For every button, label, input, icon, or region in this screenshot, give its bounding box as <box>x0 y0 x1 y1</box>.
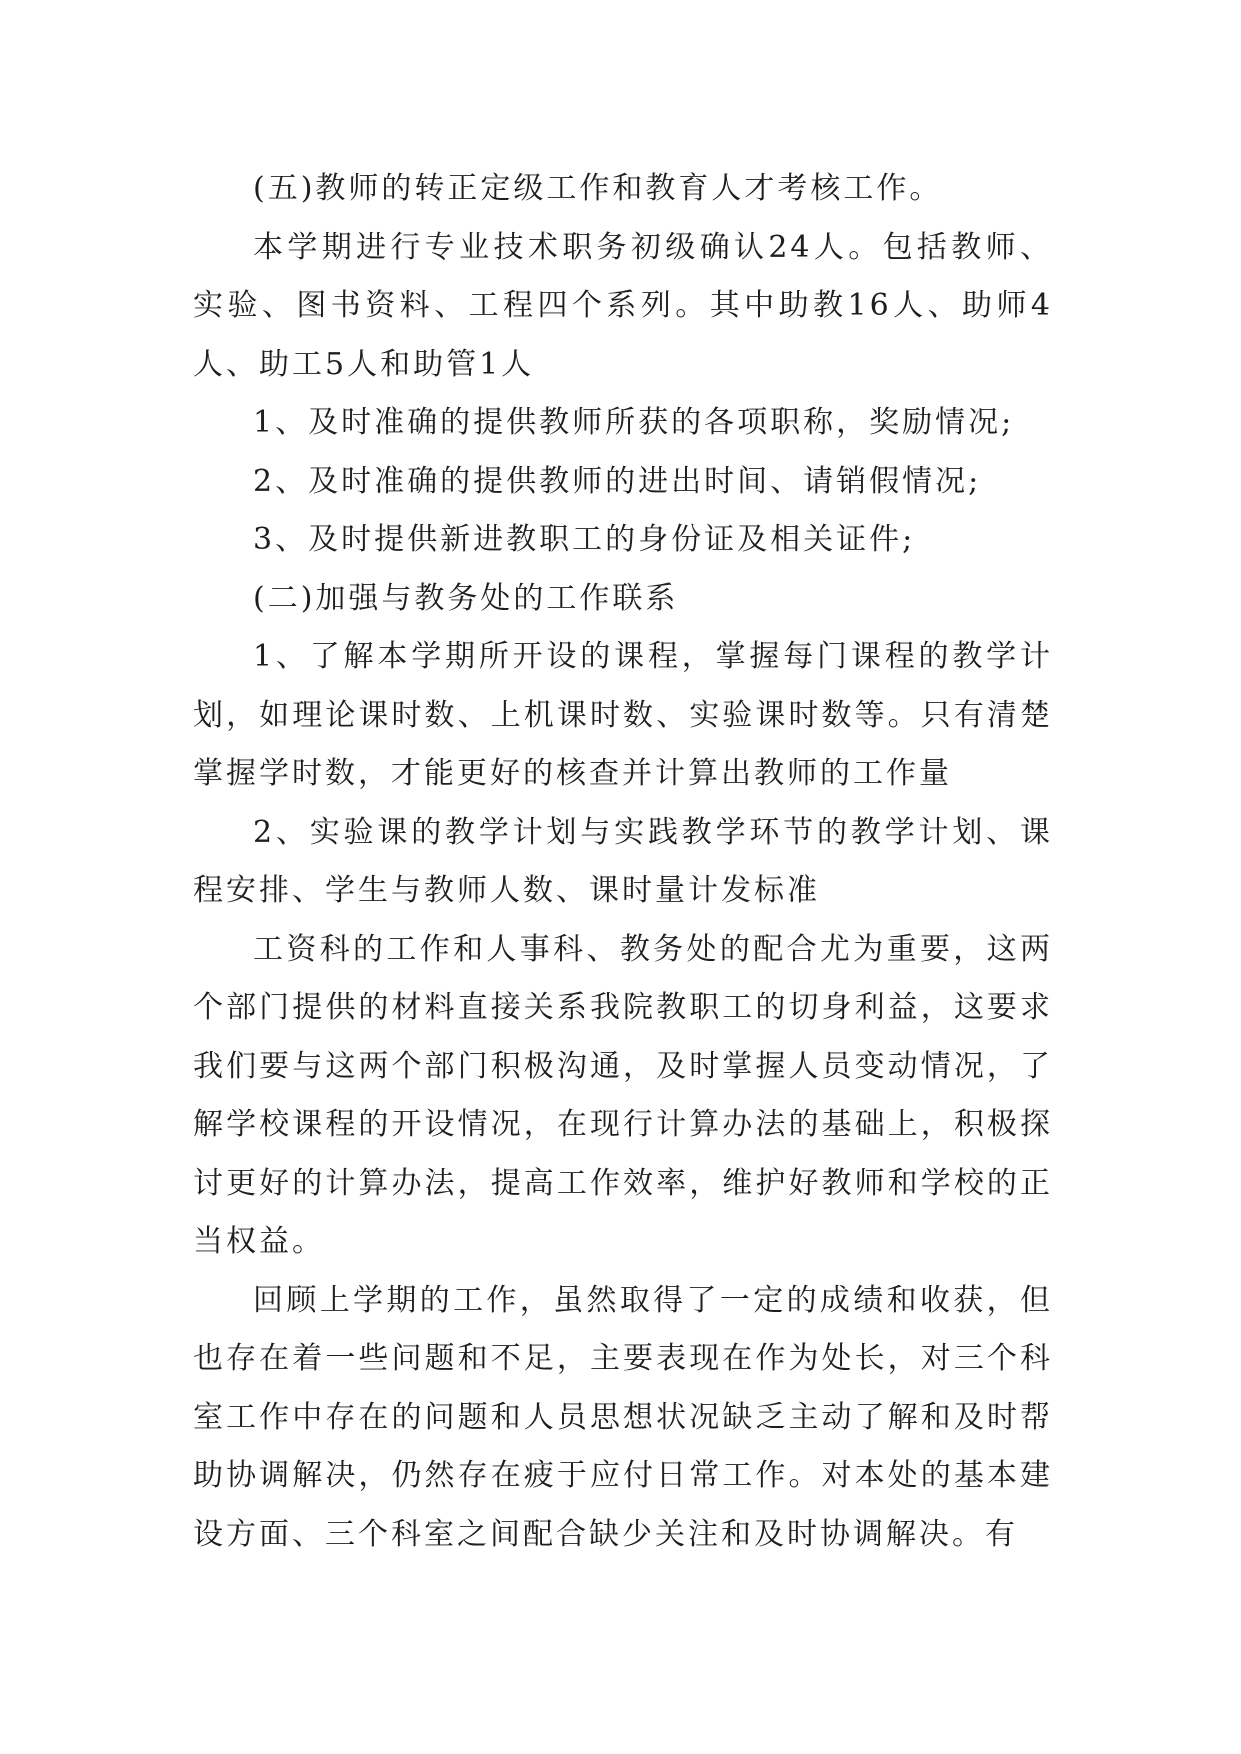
paragraph-section-two-heading: (二)加强与教务处的工作联系 <box>253 580 679 616</box>
document-body <box>193 160 1053 1564</box>
paragraph-section-five-heading: (五)教师的转正定级工作和教育人才考核工作。 <box>253 171 943 206</box>
paragraph-item-3: 3、及时提供新进教职工的身份证及相关证件; <box>253 522 916 557</box>
paragraph-item-2: 2、及时准确的提供教师的进出时间、请销假情况; <box>253 463 982 499</box>
paragraph-title-confirmation: 本学期进行专业技术职务初级确认24人。包括教师、实验、图书资料、工程四个系列。其中助教16人、助师4人、助工5人和助管1人 <box>193 229 1053 382</box>
paragraph-item-1: 1、及时准确的提供教师所获的各项职称，奖励情况; <box>253 405 1015 440</box>
paragraph-course-plan: 1、了解本学期所开设的课程，掌握每门课程的教学计划，如理论课时数、上机课时数、实验课时数等。只有清楚掌握学时数，才能更好的核查并计算出教师的工作量 <box>193 639 1053 791</box>
paragraph-lab-plan: 2、实验课的教学计划与实践教学环节的教学计划、课程安排、学生与教师人数、课时量计发标准 <box>193 814 1053 908</box>
paragraph-cooperation: 工资科的工作和人事科、教务处的配合尤为重要，这两个部门提供的材料直接关系我院教职工的切身利益，这要求我们要与这两个部门积极沟通，及时掌握人员变动情况，了解学校课程的开设情况，在现行计算办法的基础上，积极探讨更好的计算办法，提高工作效率，维护好教师和学校的正当权益。 <box>193 931 1053 1259</box>
paragraph-review: 回顾上学期的工作，虽然取得了一定的成绩和收获，但也存在着一些问题和不足，主要表现在作为处长，对三个科室工作中存在的问题和人员思想状况缺乏主动了解和及时帮助协调解决，仍然存在疲于应付日常工作。对本处的基本建设方面、三个科室之间配合缺少关注和及时协调解决。有 <box>193 1282 1053 1552</box>
